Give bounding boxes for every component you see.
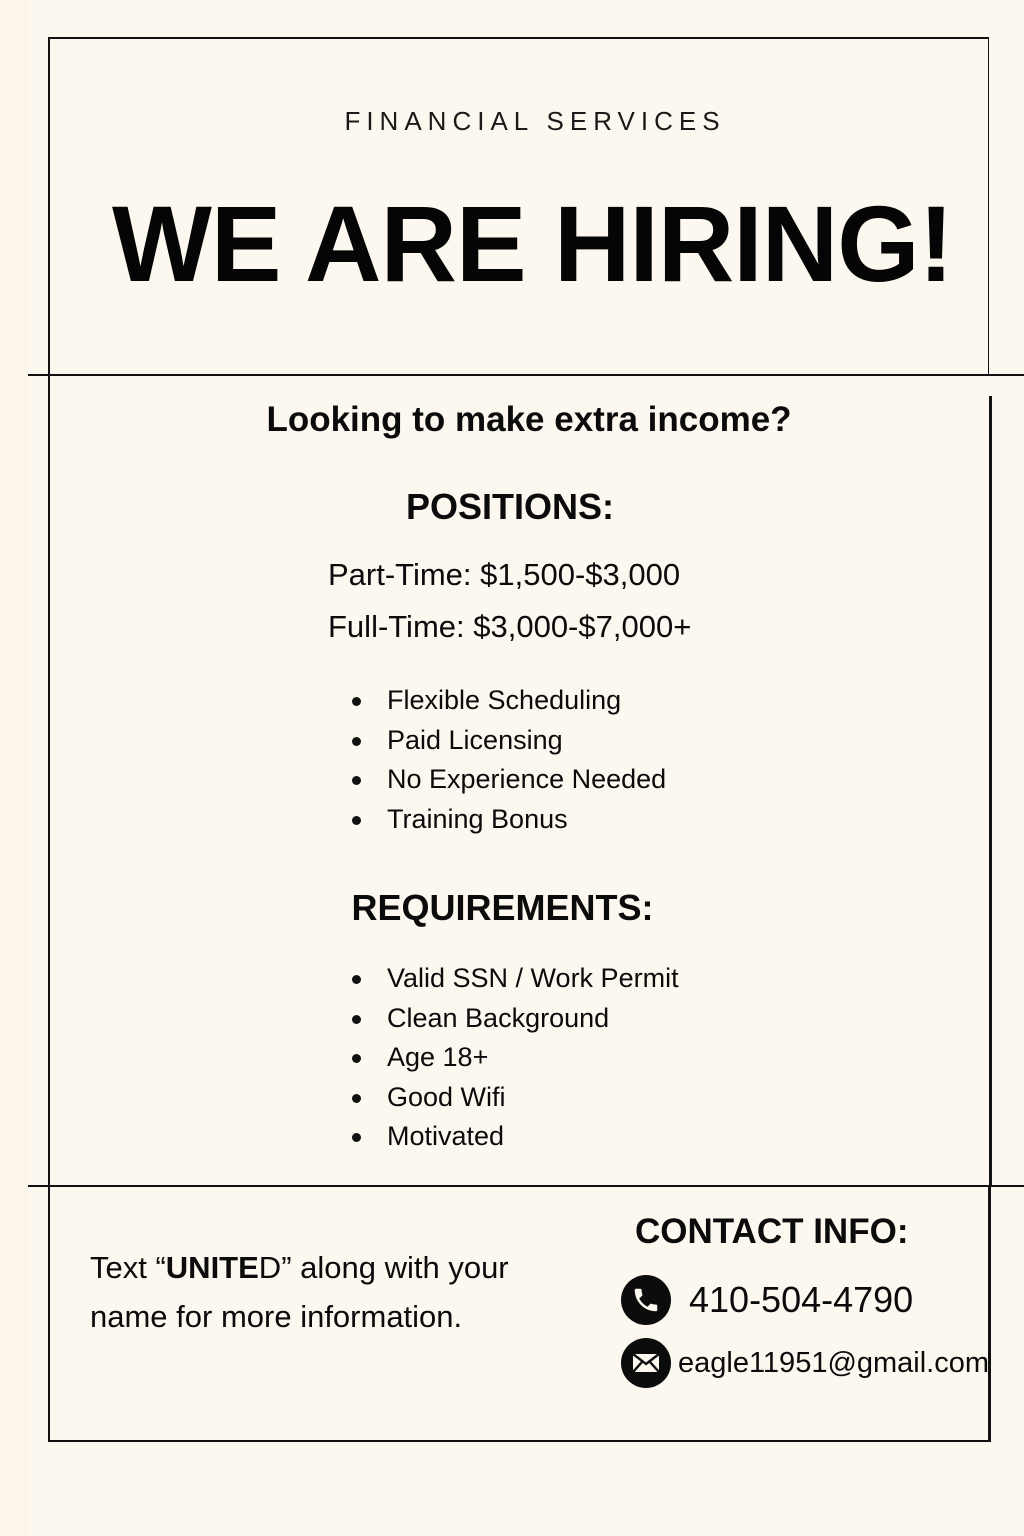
- list-item: [352, 1079, 679, 1119]
- bullet-icon: [352, 1015, 361, 1024]
- list-item: [352, 1000, 679, 1040]
- pay-part-time: Part-Time: $1,500-$3,000: [328, 557, 681, 592]
- cta-prefix: Text “: [90, 1250, 166, 1285]
- bullet-icon: [352, 1094, 361, 1103]
- requirement-label: Valid SSN / Work Permit: [387, 963, 679, 993]
- kicker-text: FINANCIAL SERVICES: [344, 106, 726, 136]
- cta-suffix: ” along with your name for more information.: [90, 1250, 509, 1334]
- intro-question: Looking to make extra income?: [266, 400, 792, 439]
- perk-label: No Experience Needed: [387, 764, 667, 794]
- bullet-icon: [352, 697, 361, 706]
- list-item: [352, 682, 666, 722]
- divider-top: [28, 374, 1024, 376]
- bullet-icon: [352, 776, 361, 785]
- requirement-label: Age 18+: [387, 1042, 489, 1072]
- email-contact[interactable]: [621, 1338, 989, 1388]
- cta-keyword-bold: UNITE: [165, 1250, 259, 1285]
- phone-number: 410-504-4790: [689, 1279, 914, 1320]
- list-item: [352, 1118, 679, 1158]
- list-item: [352, 722, 666, 762]
- bullet-icon: [352, 816, 361, 825]
- perk-label: Paid Licensing: [387, 724, 563, 755]
- list-item: [352, 960, 679, 1000]
- headline: WE ARE HIRING!: [112, 183, 953, 304]
- requirements-list: [352, 960, 679, 1158]
- positions-heading: POSITIONS:: [405, 486, 615, 527]
- bullet-icon: [352, 975, 361, 984]
- list-item: [352, 1039, 679, 1079]
- pay-full-time: Full-Time: $3,000-$7,000+: [328, 609, 692, 644]
- requirements-heading: REQUIREMENTS:: [351, 887, 654, 928]
- bullet-icon: [352, 1133, 361, 1142]
- bullet-icon: [352, 1054, 361, 1063]
- perk-label: Training Bonus: [387, 803, 568, 834]
- contact-heading: CONTACT INFO:: [635, 1212, 909, 1251]
- perk-label: Flexible Scheduling: [387, 685, 622, 715]
- page-margin: [0, 0, 28, 1536]
- envelope-icon: [621, 1338, 671, 1388]
- requirement-label: Motivated: [387, 1121, 505, 1151]
- call-to-action: [90, 1243, 570, 1341]
- list-item: [352, 801, 666, 841]
- requirement-label: Clean Background: [387, 1002, 610, 1033]
- perks-list: [352, 682, 666, 840]
- requirement-label: Good Wifi: [387, 1081, 506, 1112]
- phone-contact[interactable]: [621, 1275, 913, 1325]
- bullet-icon: [352, 737, 361, 746]
- email-address: eagle11951@gmail.com: [678, 1346, 990, 1379]
- cta-keyword-rest: D: [258, 1250, 282, 1285]
- phone-icon: [621, 1275, 671, 1325]
- list-item: [352, 761, 666, 801]
